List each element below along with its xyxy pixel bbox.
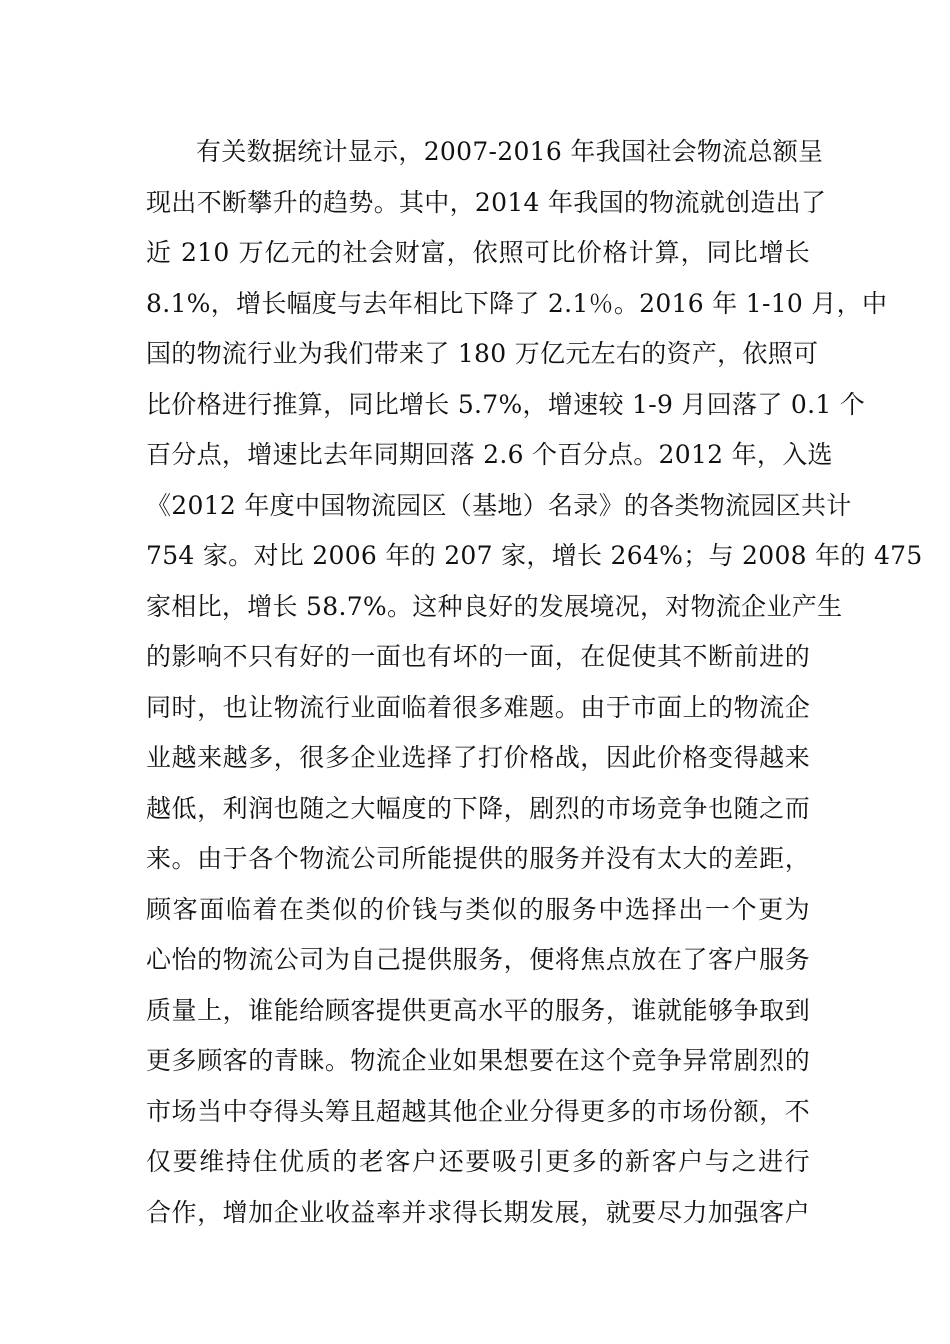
paragraph-line: 的影响不只有好的一面也有坏的一面，在促使其不断前进的 — [146, 642, 810, 671]
paragraph-line: 质量上，谁能给顾客提供更高水平的服务，谁就能够争取到 — [146, 995, 810, 1025]
paragraph-line: 越低，利润也随之大幅度的下降，剧烈的市场竞争也随之而 — [146, 793, 810, 823]
paragraph-line: 《2012 年度中国物流园区（基地）名录》的各类物流园区共计 — [146, 490, 852, 520]
paragraph-line: 有关数据统计显示，2007-2016 年我国社会物流总额呈 — [196, 137, 824, 166]
paragraph-line: 8.1%，增长幅度与去年相比下降了 2.1％。2016 年 1-10 月，中 — [146, 288, 888, 318]
paragraph-line: 心怡的物流公司为自己提供服务，便将焦点放在了客户服务 — [146, 945, 810, 974]
paragraph-line: 近 210 万亿元的社会财富，依照可比价格计算，同比增长 — [146, 238, 810, 267]
paragraph-line: 同时，也让物流行业面临着很多难题。由于市面上的物流企 — [146, 692, 810, 722]
body-paragraph — [146, 127, 923, 1238]
paragraph-line: 百分点，增速比去年同期回落 2.6 个百分点。2012 年，入选 — [146, 440, 833, 469]
paragraph-line: 更多顾客的青睐。物流企业如果想要在这个竞争异常剧烈的 — [146, 1046, 810, 1075]
paragraph-line: 市场当中夺得头筹且超越其他企业分得更多的市场份额，不 — [146, 1096, 810, 1126]
paragraph-line: 仅要维持住优质的老客户还要吸引更多的新客户与之进行 — [146, 1147, 810, 1176]
paragraph-line: 家相比，增长 58.7%。这种良好的发展境况，对物流企业产生 — [146, 591, 843, 621]
paragraph-line: 754 家。对比 2006 年的 207 家，增长 264%；与 2008 年的 475 — [146, 541, 923, 570]
paragraph-line: 顾客面临着在类似的价钱与类似的服务中选择出一个更为 — [146, 894, 810, 924]
paragraph-line: 现出不断攀升的趋势。其中，2014 年我国的物流就创造出了 — [146, 187, 827, 217]
paragraph-line: 业越来越多，很多企业选择了打价格战，因此价格变得越来 — [146, 743, 810, 772]
paragraph-line: 合作，增加企业收益率并求得长期发展，就要尽力加强客户 — [146, 1197, 810, 1227]
paragraph-line: 来。由于各个物流公司所能提供的服务并没有太大的差距， — [146, 844, 810, 873]
paragraph-line: 国的物流行业为我们带来了 180 万亿元左右的资产，依照可 — [146, 339, 819, 368]
paragraph-line: 比价格进行推算，同比增长 5.7%，增速较 1-9 月回落了 0.1 个 — [146, 389, 866, 419]
